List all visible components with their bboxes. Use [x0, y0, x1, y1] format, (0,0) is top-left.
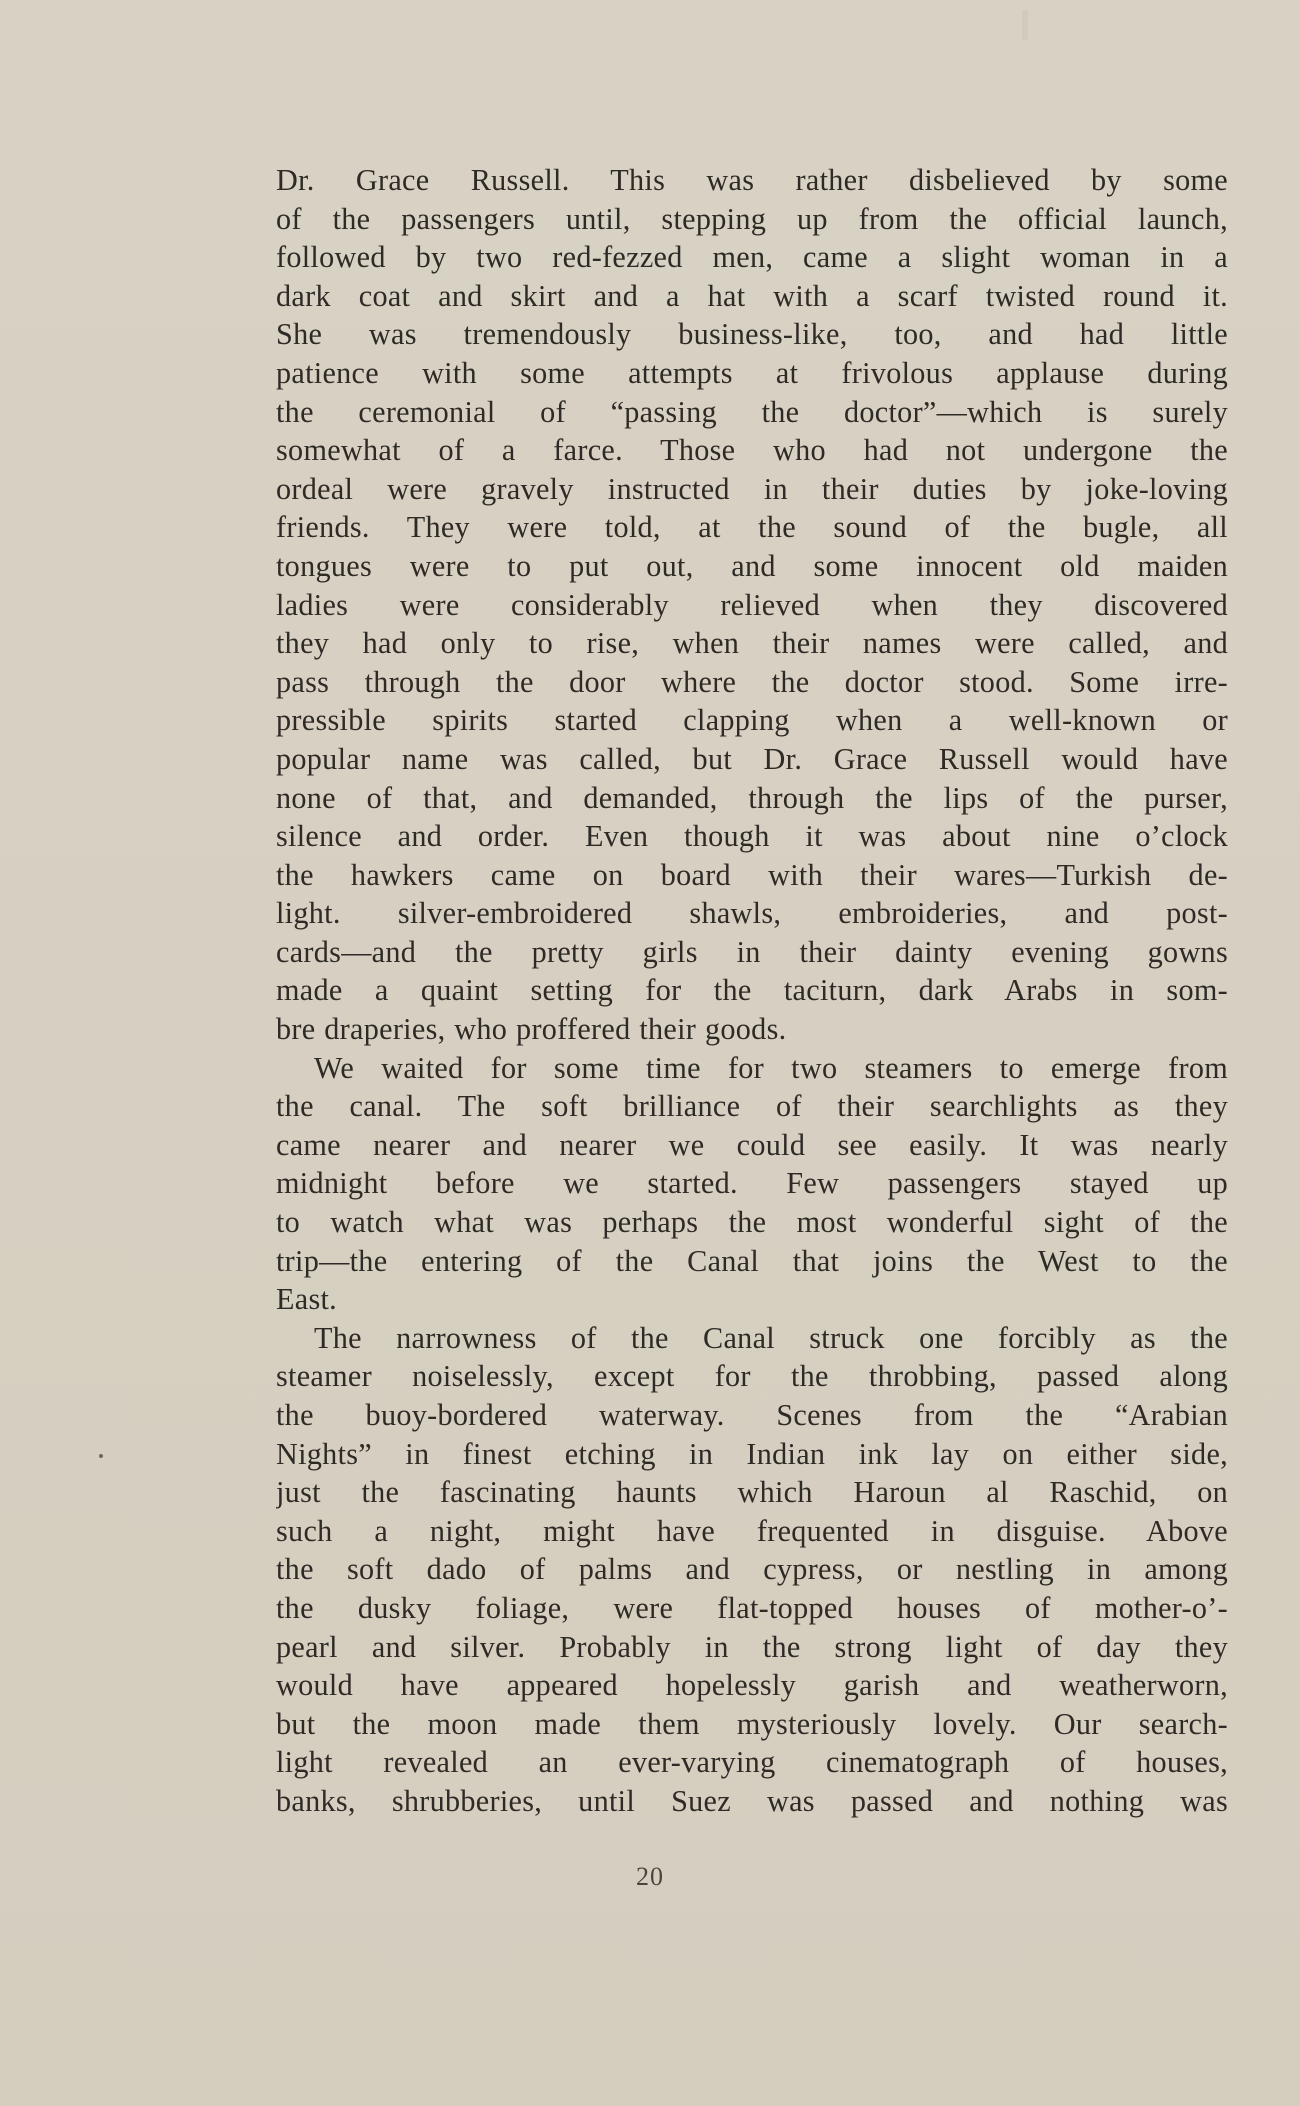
paper-speck — [99, 1454, 103, 1458]
text-line: trip—the entering of the Canal that joins the West to the — [276, 1243, 1228, 1278]
text-line: none of that, and demanded, through the lips of the purser, — [276, 780, 1228, 815]
text-line: Nights” in finest etching in Indian ink lay on either side, — [276, 1436, 1228, 1471]
text-line: the ceremonial of “passing the doctor”—which is surely — [276, 394, 1228, 429]
text-line: Dr. Grace Russell. This was rather disbelieved by some — [276, 163, 1228, 197]
text-line: ordeal were gravely instructed in their duties by joke-loving — [276, 471, 1228, 506]
text-line: pressible spirits started clapping when a well-known or — [276, 703, 1228, 738]
text-line: tongues were to put out, and some innocent old maiden — [276, 548, 1228, 583]
text-line: light revealed an ever-varying cinematograph of houses, — [276, 1745, 1228, 1780]
text-line: banks, shrubberies, until Suez was passed and nothing was — [276, 1783, 1228, 1818]
body-text — [276, 161, 1228, 1821]
text-line: made a quaint setting for the taciturn, dark Arabs in som- — [276, 973, 1228, 1008]
text-line: they had only to rise, when their names were called, and — [276, 626, 1228, 661]
text-line: cards—and the pretty girls in their dainty evening gowns — [276, 934, 1228, 969]
text-line: the hawkers came on board with their wares—Turkish de- — [276, 857, 1228, 892]
text-line: She was tremendously business-like, too, and had little — [276, 317, 1228, 352]
text-line: friends. They were told, at the sound of the bugle, all — [276, 510, 1228, 545]
text-line: to watch what was perhaps the most wonderful sight of the — [276, 1205, 1228, 1240]
text-line: popular name was called, but Dr. Grace Russell would have — [276, 741, 1228, 776]
text-line: somewhat of a farce. Those who had not undergone the — [276, 433, 1228, 468]
text-line: but the moon made them mysteriously lovely. Our search- — [276, 1706, 1228, 1741]
text-line: would have appeared hopelessly garish and weatherworn, — [276, 1668, 1228, 1703]
text-line: East. — [276, 1282, 338, 1317]
text-line: steamer noiselessly, except for the throbbing, passed along — [276, 1359, 1228, 1394]
text-line: midnight before we started. Few passengers stayed up — [276, 1166, 1228, 1201]
text-line: came nearer and nearer we could see easily. It was nearly — [276, 1127, 1228, 1162]
text-line: patience with some attempts at frivolous applause during — [276, 355, 1228, 390]
page-number: 20 — [636, 1862, 664, 1891]
text-line: pearl and silver. Probably in the strong light of day they — [276, 1629, 1228, 1664]
paragraph-1 — [276, 161, 1228, 1049]
text-line: silence and order. Even though it was about nine o’clock — [276, 819, 1228, 854]
text-line: such a night, might have frequented in disguise. Above — [276, 1513, 1228, 1548]
text-line: bre draperies, who proffered their goods. — [276, 1012, 787, 1047]
text-line: dark coat and skirt and a hat with a scarf twisted round it. — [276, 278, 1228, 313]
text-line: just the fascinating haunts which Haroun al Raschid, on — [276, 1475, 1228, 1510]
text-line: ladies were considerably relieved when they discovered — [276, 587, 1228, 622]
text-line: followed by two red-fezzed men, came a slight woman in a — [276, 240, 1228, 275]
text-line: pass through the door where the doctor stood. Some irre- — [276, 664, 1228, 699]
text-line: the dusky foliage, were flat-topped houses of mother-o’- — [276, 1590, 1228, 1625]
text-line: the canal. The soft brilliance of their searchlights as they — [276, 1089, 1228, 1124]
page-edge-mark — [1022, 10, 1028, 40]
text-line: We waited for some time for two steamers to emerge from — [314, 1050, 1228, 1085]
text-line: of the passengers until, stepping up from the official launch, — [276, 201, 1228, 236]
text-line: light. silver-embroidered shawls, embroideries, and post- — [276, 896, 1228, 931]
text-line: the soft dado of palms and cypress, or nestling in among — [276, 1552, 1228, 1587]
text-line: the buoy-bordered waterway. Scenes from the “Arabian — [276, 1398, 1228, 1432]
paragraph-2 — [276, 1049, 1228, 1319]
paragraph-3 — [276, 1319, 1228, 1821]
text-line: The narrowness of the Canal struck one forcibly as the — [314, 1320, 1228, 1355]
